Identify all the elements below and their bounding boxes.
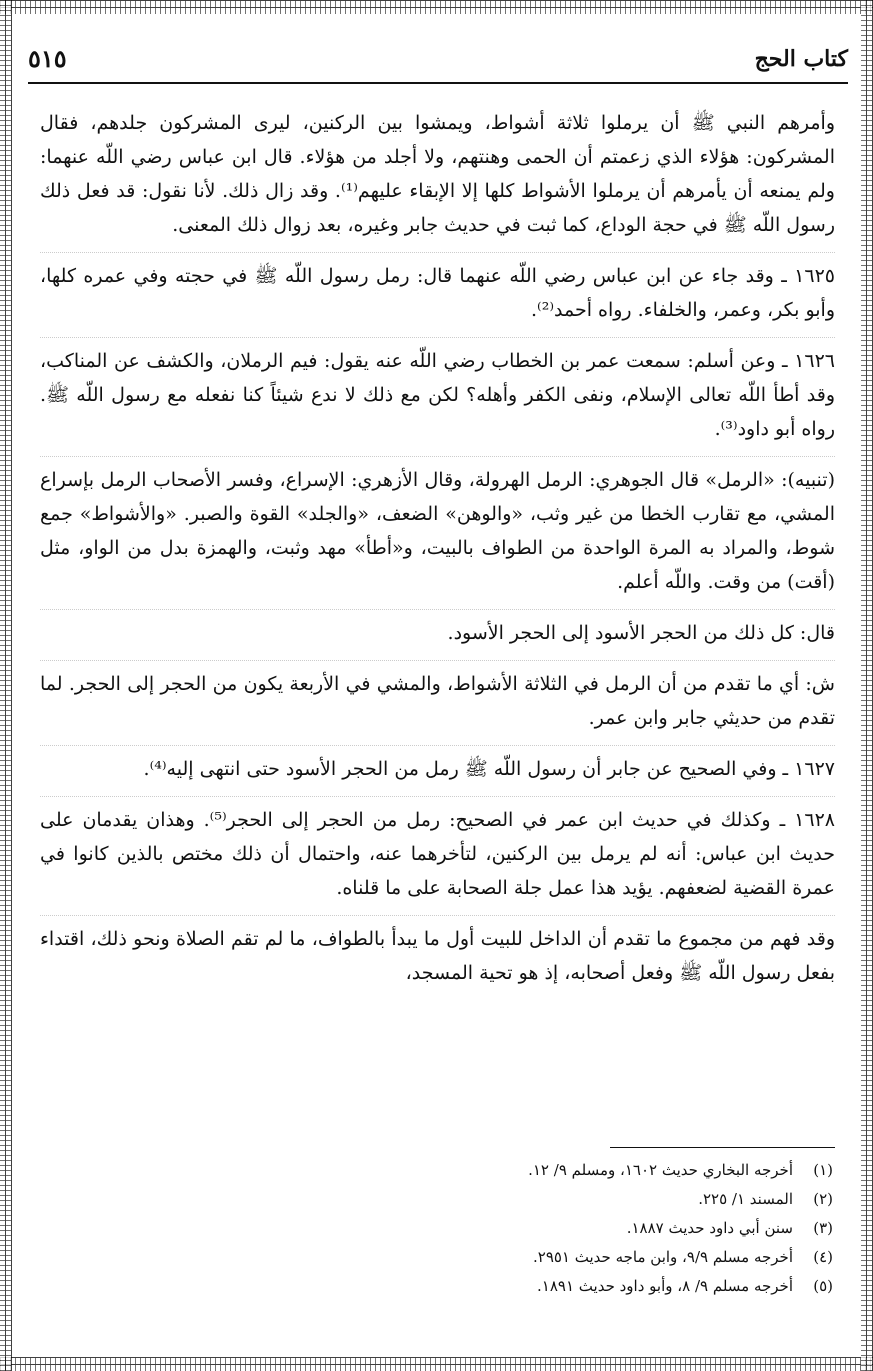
footnote-number: (٣) xyxy=(813,1219,833,1237)
hadith-1628: ١٦٢٨ ـ وكذلك في حديث ابن عمر في الصحيح: رمل من الحجر إلى الحجر⁽⁵⁾. وهذان يقدمان على حديث ابن عباس: أنه لم يرمل بين الركنين، لتأخرهما عنه، واحتمال أن ذلك مختص بالذين كانوا في عمرة القضية لضعفهم. يؤيد هذا عمل جلة الصحابة على ما قلناه. xyxy=(40,796,835,905)
page-header xyxy=(28,44,848,84)
page-number: ٥١٥ xyxy=(28,44,67,73)
footnote-text: أخرجه مسلم ٩/٩، وابن ماجه حديث ٢٩٥١. xyxy=(532,1248,793,1266)
footnote-number: (٤) xyxy=(813,1248,833,1266)
decorative-border-right xyxy=(861,0,873,1371)
decorative-border-bottom xyxy=(0,1357,873,1371)
matn-paragraph: قال: كل ذلك من الحجر الأسود إلى الحجر الأسود. xyxy=(40,609,835,650)
decorative-border-top xyxy=(0,0,873,14)
footnote-number: (١) xyxy=(813,1161,833,1179)
footnote-item xyxy=(38,1243,833,1272)
paragraph: وقد فهم من مجموع ما تقدم أن الداخل للبيت أول ما يبدأ بالطواف، ما لم تقم الصلاة ونحو ذلك، اقتداء بفعل رسول اللّه ﷺ وفعل أصحابه، إذ هو تحية المسجد، xyxy=(40,915,835,990)
footnote-item xyxy=(38,1185,833,1214)
footnote-text: أخرجه البخاري حديث ١٦٠٢، ومسلم ٩/ ١٢. xyxy=(528,1161,793,1179)
footnote-item xyxy=(38,1214,833,1243)
footnote-number: (٢) xyxy=(813,1190,833,1208)
footnote-item xyxy=(38,1156,833,1185)
hadith-1627: ١٦٢٧ ـ وفي الصحيح عن جابر أن رسول اللّه ﷺ رمل من الحجر الأسود حتى انتهى إليه⁽⁴⁾. xyxy=(40,745,835,786)
hadith-1625: ١٦٢٥ ـ وقد جاء عن ابن عباس رضي اللّه عنهما قال: رمل رسول اللّه ﷺ في حجته وفي عمره كلها، وأبو بكر، وعمر، والخلفاء. رواه أحمد⁽²⁾. xyxy=(40,252,835,327)
footnote-separator xyxy=(610,1147,835,1148)
hadith-1626: ١٦٢٦ ـ وعن أسلم: سمعت عمر بن الخطاب رضي اللّه عنه يقول: فيم الرملان، والكشف عن المناكب، وقد أطأ اللّه تعالى الإسلام، ونفى الكفر وأهله؟ لكن مع ذلك لا ندع شيئاً كنا نفعله مع رسول اللّه ﷺ. رواه أبو داود⁽³⁾. xyxy=(40,337,835,446)
footnote-item xyxy=(38,1272,833,1301)
decorative-border-left xyxy=(0,0,12,1371)
footnote-text: سنن أبي داود حديث ١٨٨٧. xyxy=(626,1219,793,1237)
footnote-number: (٥) xyxy=(813,1277,833,1295)
book-title: كتاب الحج xyxy=(754,46,848,72)
note-paragraph: (تنبيه): «الرمل» قال الجوهري: الرمل الهرولة، وقال الأزهري: الإسراع، وفسر الأصحاب الرمل بإسراع المشي، مع تقارب الخطا من غير وثب، «والوهن» الضعف، «والجلد» القوة والصبر. «والأشواط» جمع شوط، والمراد به المرة الواحدة من الطواف بالبيت، و«أطأ» مهد وثبت، والهمزة بدل من الواو، مثل (أقت) من وقت. واللّه أعلم. xyxy=(40,456,835,599)
sharh-paragraph: ش: أي ما تقدم من أن الرمل في الثلاثة الأشواط، والمشي في الأربعة يكون من الحجر إلى الحجر. لما تقدم من حديثي جابر وابن عمر. xyxy=(40,660,835,735)
main-text xyxy=(40,106,835,1000)
footnote-text: المسند ١/ ٢٢٥. xyxy=(698,1190,793,1208)
footnote-text: أخرجه مسلم ٩/ ٨، وأبو داود حديث ١٨٩١. xyxy=(537,1277,793,1295)
footnotes xyxy=(38,1156,833,1301)
paragraph: وأمرهم النبي ﷺ أن يرملوا ثلاثة أشواط، ويمشوا بين الركنين، ليرى المشركون جلدهم، فقال المشركون: هؤلاء الذي زعمتم أن الحمى وهنتهم، ولا أجلد من هؤلاء. قال ابن عباس رضي اللّه عنهما: ولم يمنعه أن يأمرهم أن يرملوا الأشواط كلها إلا الإبقاء عليهم⁽¹⁾. وقد زال ذلك. لأنا نقول: قد فعل ذلك رسول اللّه ﷺ في حجة الوداع، كما ثبت في حديث جابر وغيره، بعد زوال ذلك المعنى. xyxy=(40,112,835,236)
